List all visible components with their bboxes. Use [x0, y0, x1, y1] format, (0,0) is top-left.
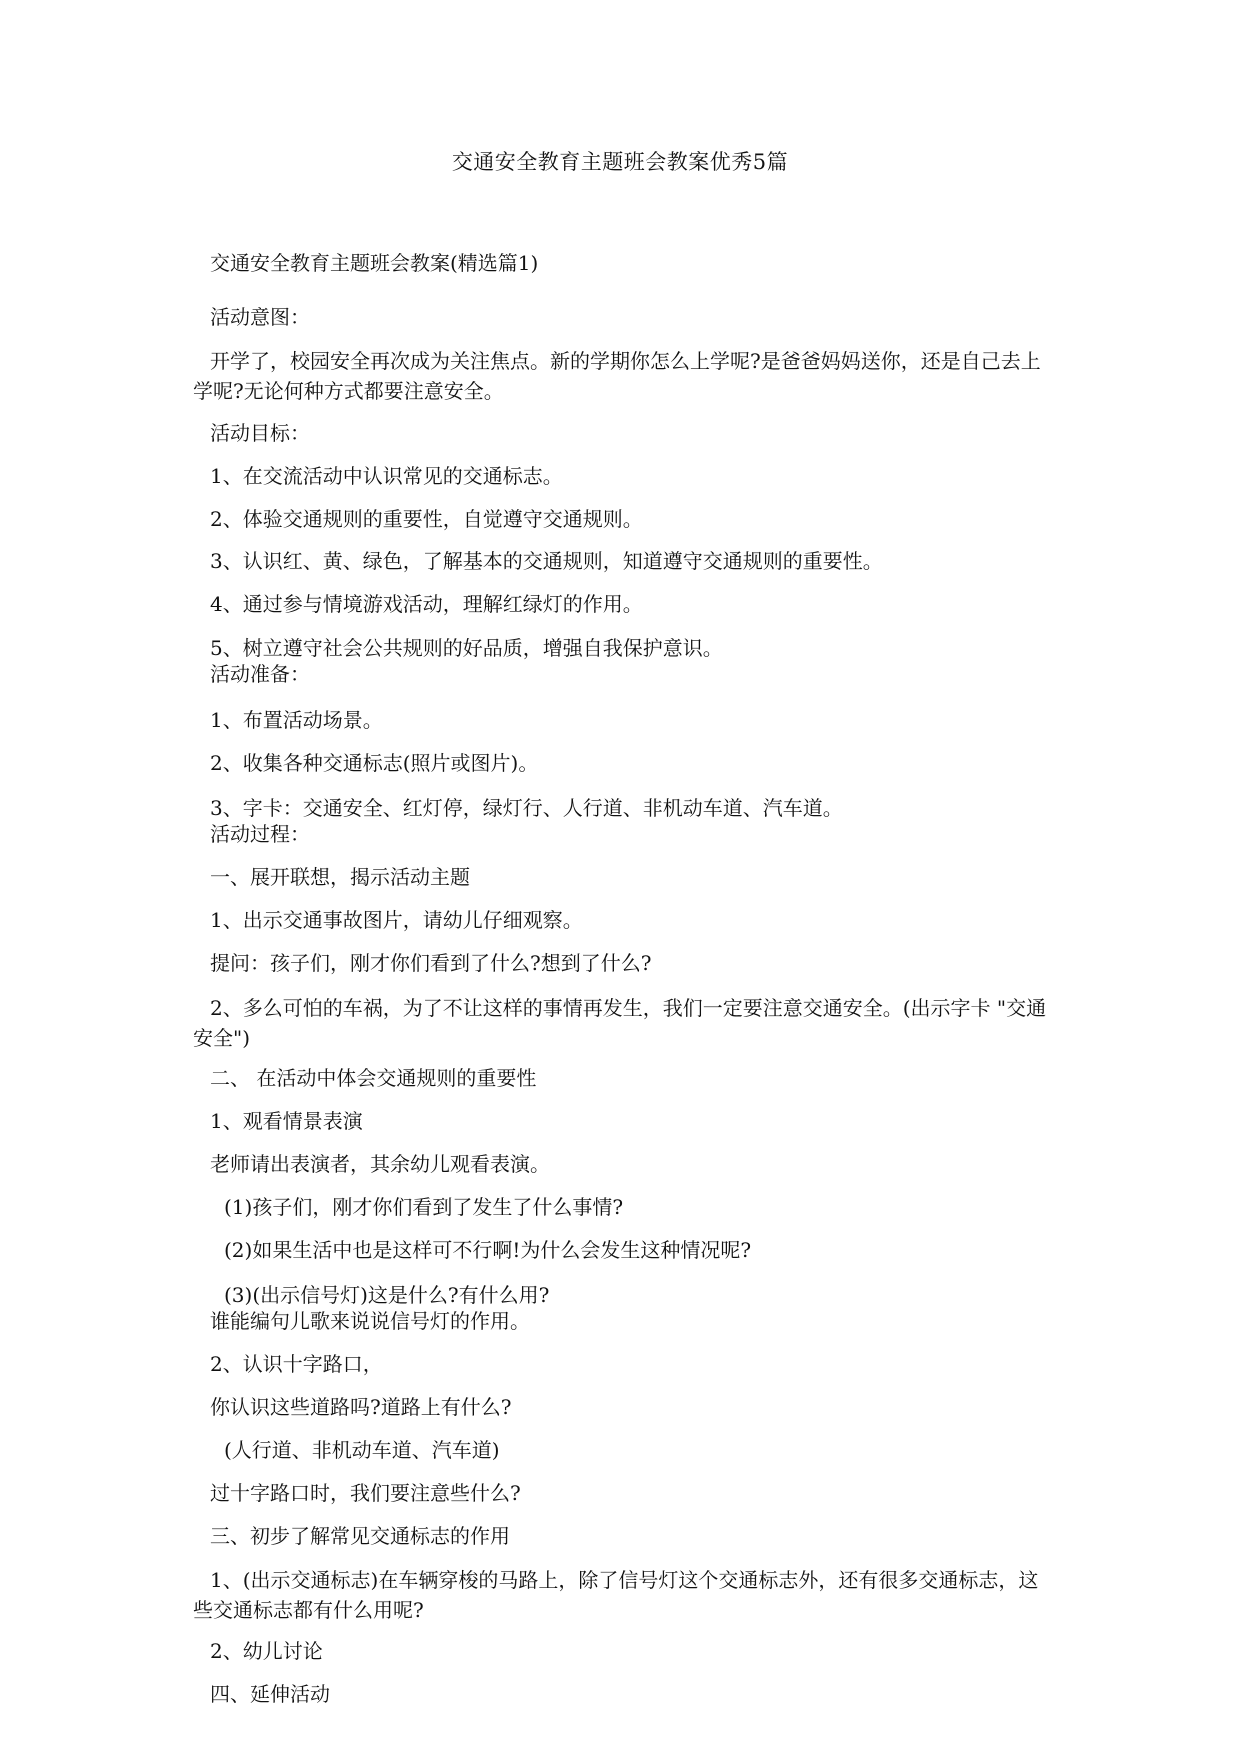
- list-item: 1、布置活动场景。: [210, 708, 383, 732]
- section-heading: 一、展开联想，揭示活动主题: [210, 865, 470, 889]
- paragraph: 开学了，校园安全再次成为关注焦点。新的学期你怎么上学呢?是爸爸妈妈送你，还是自己去上学呢?无论何种方式都要注意安全。: [193, 349, 1041, 403]
- list-item: 2、多么可怕的车祸，为了不让这样的事情再发生，我们一定要注意交通安全。(出示字卡 "交通安全"): [193, 996, 1047, 1050]
- paragraph: 活动过程：: [210, 822, 310, 846]
- paragraph: 谁能编句儿歌来说说信号灯的作用。: [210, 1309, 530, 1333]
- list-item: 4、通过参与情境游戏活动，理解红绿灯的作用。: [210, 592, 643, 616]
- section-heading: 三、初步了解常见交通标志的作用: [210, 1524, 510, 1548]
- list-item: 2、认识十字路口，: [210, 1352, 383, 1376]
- list-item: 5、树立遵守社会公共规则的好品质，增强自我保护意识。: [210, 636, 723, 660]
- section-heading: 二、 在活动中体会交通规则的重要性: [210, 1066, 537, 1090]
- paragraph: 活动意图：: [210, 305, 310, 329]
- section-heading: 交通安全教育主题班会教案(精选篇1): [210, 251, 539, 275]
- list-item: 2、收集各种交通标志(照片或图片)。: [210, 751, 539, 775]
- section-heading: 四、延伸活动: [210, 1682, 330, 1706]
- paragraph: 活动目标：: [210, 421, 310, 445]
- list-item: 1、(出示交通标志)在车辆穿梭的马路上，除了信号灯这个交通标志外，还有很多交通标志，这些交通标志都有什么用呢?: [193, 1568, 1039, 1622]
- list-item: 1、在交流活动中认识常见的交通标志。: [210, 464, 563, 488]
- paragraph: 过十字路口时，我们要注意些什么?: [210, 1481, 521, 1505]
- list-item: 1、出示交通事故图片，请幼儿仔细观察。: [210, 908, 583, 932]
- paragraph: (人行道、非机动车道、汽车道): [224, 1438, 500, 1462]
- paragraph: 活动准备：: [210, 662, 310, 686]
- paragraph: 提问：孩子们，刚才你们看到了什么?想到了什么?: [210, 951, 652, 975]
- list-item: (3)(出示信号灯)这是什么?有什么用?: [224, 1283, 550, 1307]
- list-item: 2、幼儿讨论: [210, 1639, 323, 1663]
- list-item: 3、字卡：交通安全、红灯停，绿灯行、人行道、非机动车道、汽车道。: [210, 796, 843, 820]
- document-title: 交通安全教育主题班会教案优秀5篇: [451, 150, 789, 174]
- list-item: 3、认识红、黄、绿色，了解基本的交通规则，知道遵守交通规则的重要性。: [210, 549, 883, 573]
- list-item: (1)孩子们，刚才你们看到了发生了什么事情?: [224, 1195, 624, 1219]
- list-item: (2)如果生活中也是这样可不行啊!为什么会发生这种情况呢?: [224, 1238, 752, 1262]
- paragraph: 你认识这些道路吗?道路上有什么?: [210, 1395, 512, 1419]
- paragraph: 老师请出表演者，其余幼儿观看表演。: [210, 1152, 550, 1176]
- list-item: 2、体验交通规则的重要性，自觉遵守交通规则。: [210, 507, 643, 531]
- list-item: 1、观看情景表演: [210, 1109, 363, 1133]
